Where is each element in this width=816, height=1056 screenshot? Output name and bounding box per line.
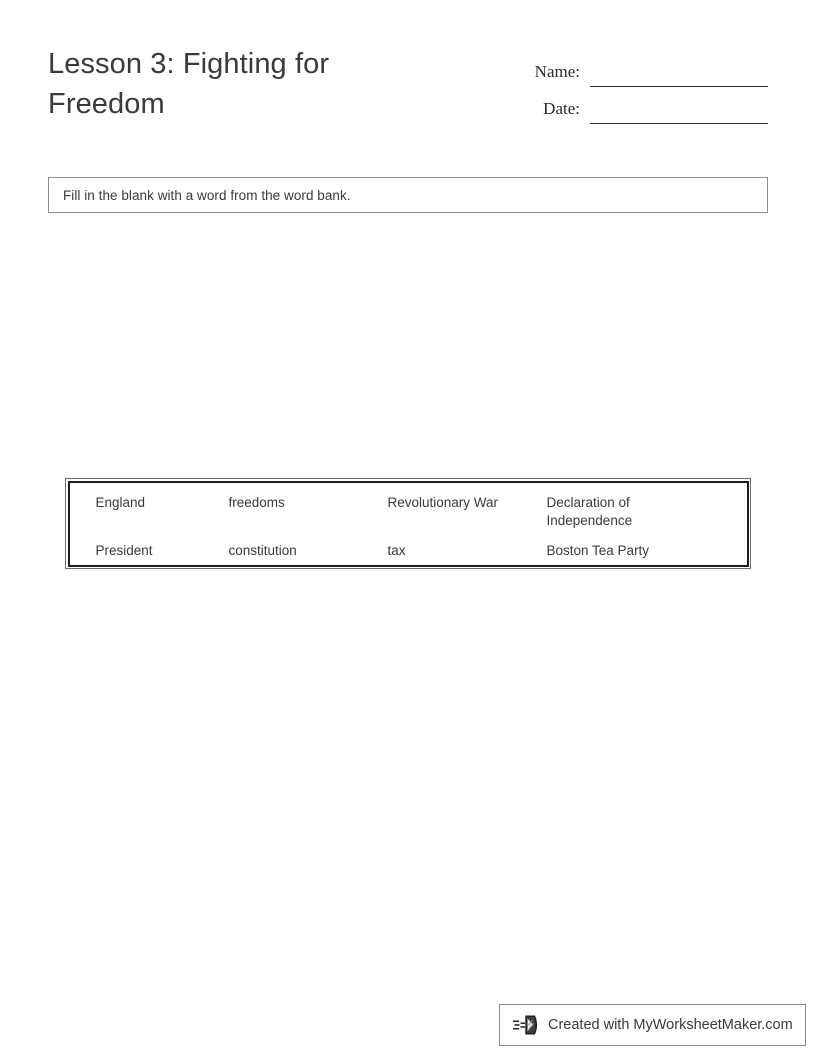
word-bank-item: Boston Tea Party (546, 542, 650, 558)
date-field-label: Date: (543, 99, 580, 118)
name-input-line[interactable] (590, 85, 768, 87)
name-field-label: Name: (534, 62, 580, 81)
word-bank-row (70, 494, 747, 528)
instruction-box (48, 177, 768, 213)
word-bank-item: Revolutionary War (387, 494, 499, 510)
date-input-line[interactable] (590, 122, 768, 124)
name-date-fields (518, 50, 768, 124)
word-bank-item: constitution (228, 542, 297, 558)
word-bank (65, 478, 751, 569)
name-field-row (518, 50, 768, 87)
worksheet-header (48, 44, 768, 134)
word-bank-item: President (95, 542, 153, 558)
created-with-badge[interactable] (499, 1004, 806, 1046)
worksheet-maker-logo-icon (513, 1013, 539, 1037)
word-bank-item: tax (387, 542, 406, 558)
date-field-row (518, 87, 768, 124)
word-bank-item: England (95, 494, 146, 510)
word-bank-inner-border (68, 481, 749, 567)
instruction-text: Fill in the blank with a word from the word bank. (63, 187, 351, 203)
created-with-label: Created with MyWorksheetMaker.com (548, 1017, 793, 1033)
word-bank-row (70, 542, 747, 566)
word-bank-item: Declaration of Independence (546, 494, 633, 528)
word-bank-item: freedoms (228, 494, 285, 510)
page-title: Lesson 3: Fighting for Freedom (48, 48, 330, 120)
